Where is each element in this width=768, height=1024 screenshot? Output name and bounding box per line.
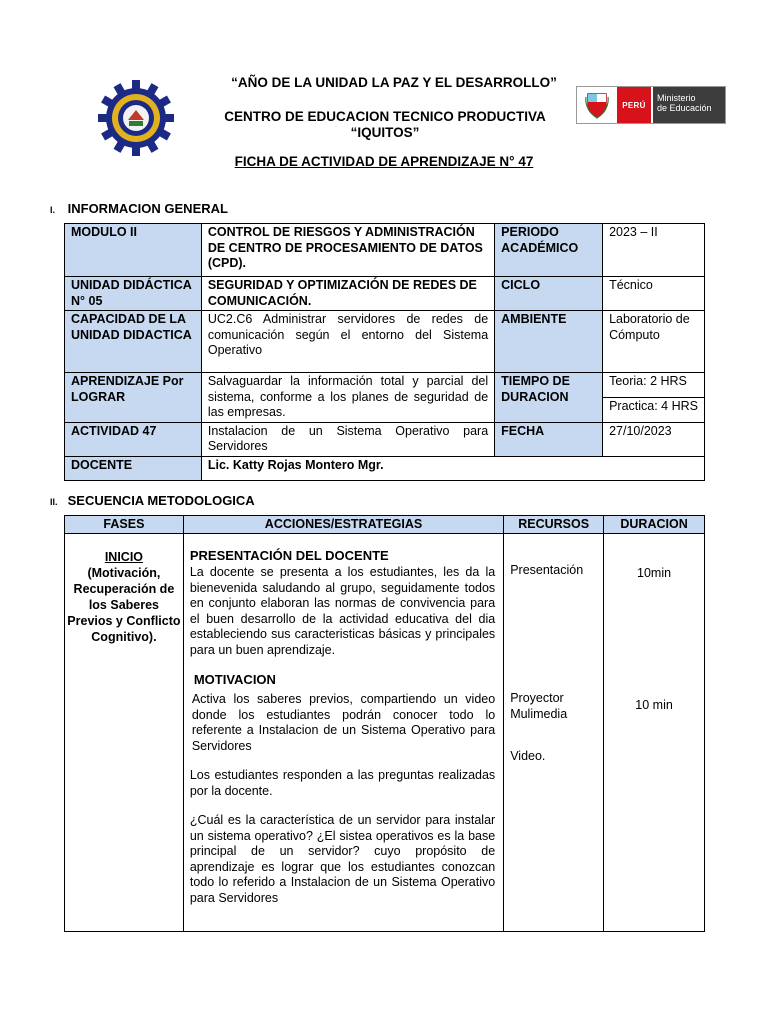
duracion-presentacion: 10min — [637, 566, 672, 580]
institution-line1: CENTRO DE EDUCACION TECNICO PRODUCTIVA — [224, 109, 546, 124]
capacidad-value: UC2.C6 Administrar servidores de redes de comunicación según el entorno del Sistema Operativo — [201, 311, 494, 373]
ciclo-label: CICLO — [495, 277, 603, 311]
institution-name — [0, 109, 768, 141]
periodo-label: PERIODO ACADÉMICO — [495, 224, 603, 277]
year-motto: “AÑO DE LA UNIDAD LA PAZ Y EL DESARROLLO” — [231, 75, 557, 90]
col-recursos: RECURSOS — [504, 516, 604, 534]
section1-heading — [50, 201, 228, 216]
recurso-presentacion: Presentación — [510, 563, 584, 577]
motivacion-text2: Los estudiantes responden a las preguntas realizadas por la docente. — [189, 768, 496, 798]
modulo-label: MODULO II — [65, 224, 202, 277]
ministry-label-line1: Ministerio — [657, 93, 696, 103]
capacidad-label: CAPACIDAD DE LA UNIDAD DIDACTICA — [65, 311, 202, 373]
fase-name: INICIO — [104, 550, 144, 564]
motivacion-text3: ¿Cuál es la característica de un servidor para instalar un sistema operativo? ¿El sistea operativos es la base principal de un servidor? cuyo propósito de aprendizaje es lograr que los estudiantes conozcan todo lo referido a Instalacion de un Sistema Operativo para Servidores — [189, 813, 496, 905]
section2-heading — [50, 493, 255, 508]
actividad-label: ACTIVIDAD 47 — [65, 422, 202, 456]
recursos-cell — [504, 534, 604, 932]
institution-line2: “IQUITOS” — [350, 125, 420, 140]
tiempo-practica: Practica: 4 HRS — [603, 397, 705, 422]
presentacion-text: La docente se presenta a los estudiantes, les da la bienevenida saludando al grupo, seguidamente todos en conjunto elaboran las normas de convivencia para el buen desarrollo de la actividad educativa del dia estableciendo sus caracteristicas básicas y principales para un buen aprendizaje. — [189, 565, 496, 657]
ambiente-label: AMBIENTE — [495, 311, 603, 373]
presentacion-heading: PRESENTACIÓN DEL DOCENTE — [189, 548, 389, 563]
col-fases: FASES — [65, 516, 184, 534]
fase-description: (Motivación, Recuperación de los Saberes Previos y Conflicto Cognitivo). — [67, 566, 181, 644]
periodo-value: 2023 – II — [603, 224, 705, 277]
section2-title: SECUENCIA METODOLOGICA — [67, 493, 255, 508]
docente-value: Lic. Katty Rojas Montero Mgr. — [201, 456, 704, 480]
tiempo-teoria: Teoria: 2 HRS — [603, 373, 705, 398]
motivacion-text1: Activa los saberes previos, compartiendo un video donde los estudiantes podrán conocer todo lo referente a Instalacion de un Sistema Operativo para Servidores — [191, 692, 496, 753]
section1-number: I. — [50, 205, 56, 215]
docente-label: DOCENTE — [65, 456, 202, 480]
col-acciones: ACCIONES/ESTRATEGIAS — [183, 516, 503, 534]
unidad-label: UNIDAD DIDÁCTICA N° 05 — [65, 277, 202, 311]
recurso-video: Video. — [510, 749, 546, 763]
acciones-cell — [183, 534, 503, 932]
general-info-table — [64, 223, 705, 481]
section1-title: INFORMACION GENERAL — [67, 201, 228, 216]
peru-label: PERÚ — [617, 87, 651, 123]
sheet-title: FICHA DE ACTIVIDAD DE APRENDIZAJE N° 47 — [234, 154, 534, 169]
section2-number: II. — [50, 497, 58, 507]
duracion-cell — [604, 534, 705, 932]
motivacion-heading: MOTIVACION — [193, 672, 276, 687]
fecha-label: FECHA — [495, 422, 603, 456]
recurso-proyector: Proyector Mulimedia — [510, 691, 568, 721]
ciclo-value: Técnico — [603, 277, 705, 311]
duracion-motivacion: 10 min — [635, 698, 673, 712]
aprendizaje-label: APRENDIZAJE Por LOGRAR — [65, 373, 202, 423]
ambiente-value: Laboratorio de Cómputo — [603, 311, 705, 373]
methodology-table — [64, 515, 705, 932]
col-duracion: DURACION — [604, 516, 705, 534]
unidad-value: SEGURIDAD Y OPTIMIZACIÓN DE REDES DE COMUNICACIÓN. — [201, 277, 494, 311]
motivacion-block — [190, 672, 495, 906]
tiempo-label: TIEMPO DE DURACION — [495, 373, 603, 423]
ministry-label-line2: de Educación — [657, 103, 712, 113]
modulo-value: CONTROL DE RIESGOS Y ADMINISTRACIÓN DE CENTRO DE PROCESAMIENTO DE DATOS (CPD). — [201, 224, 494, 277]
actividad-value: Instalacion de un Sistema Operativo para Servidores — [201, 422, 494, 456]
fase-cell — [65, 534, 184, 932]
fecha-value: 27/10/2023 — [603, 422, 705, 456]
aprendizaje-value: Salvaguardar la información total y parcial del sistema, conforme a los planes de seguridad de las empresas. — [201, 373, 494, 423]
